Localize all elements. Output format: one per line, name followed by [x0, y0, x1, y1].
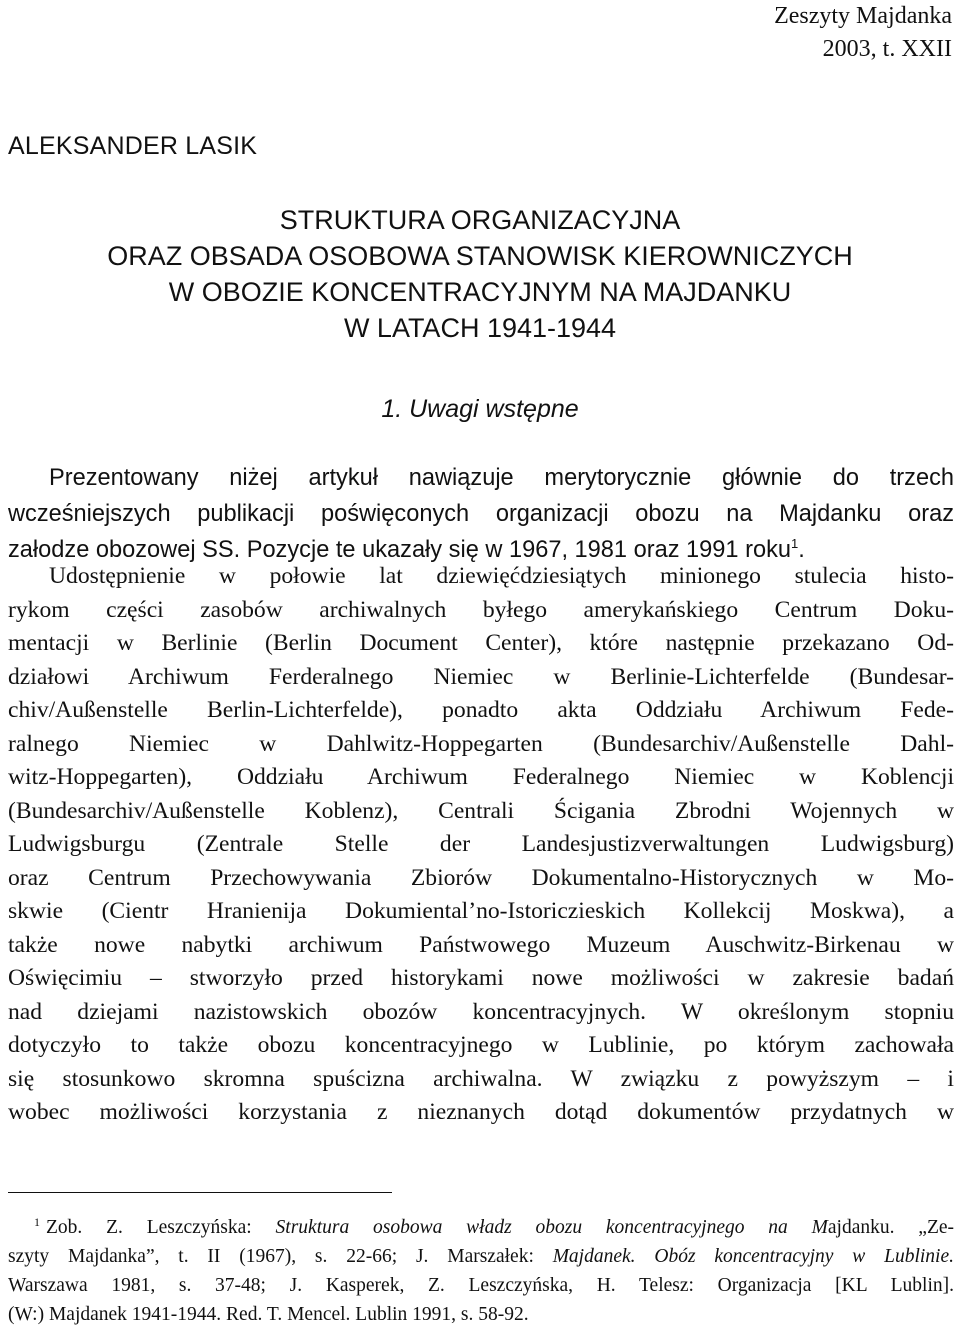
journal-volume: 2003, t. XXII — [822, 36, 952, 62]
paragraph-line: wcześniejszych publikacji poświęconych organizacji obozu na Majdanku oraz — [8, 501, 954, 527]
footnote-line — [8, 1213, 954, 1242]
footnote-text: Zob. Z. Leszczyńska: — [46, 1217, 276, 1238]
paragraph-line: oraz Centrum Przechowywania Zbiorów Dokumentalno-Historycznych w Mo- — [8, 864, 954, 891]
title-line: STRUKTURA ORGANIZACYJNA — [279, 205, 681, 235]
paragraph-line: dotyczyło to także obozu koncentracyjnego w Lublinie, po którym zachowała — [8, 1032, 954, 1058]
paragraph-2 — [8, 560, 954, 1130]
paragraph-line: skwie (Cientr Hranienija Dokumiental’no-Istoriczieskich Kollekcij Moskwa), a — [8, 898, 954, 924]
sentence-end: . — [798, 537, 805, 563]
title-line: ORAZ OBSADA OSOBOWA STANOWISK KIEROWNICZYCH — [107, 241, 853, 271]
paragraph-line: Prezentowany niżej artykuł nawiązuje merytorycznie głównie do trzech — [49, 465, 954, 491]
footnote-divider — [8, 1192, 392, 1193]
footnote-italic-title: Struktura osobowa władz obozu koncentracyjnego na M — [275, 1217, 828, 1238]
author-name: ALEKSANDER LASIK — [8, 132, 258, 160]
paragraph-line: Ludwigsburgu (Zentrale Stelle der Landesjustizverwaltungen Ludwigsburg) — [8, 831, 954, 857]
footnote-text: szyty Majdanka”, t. II (1967), s. 22-66; J. Marszałek: — [8, 1246, 553, 1267]
footnote-line: (W:) Majdanek 1941-1944. Red. T. Mencel. Lublin 1991, s. 58-92. — [8, 1304, 529, 1325]
paragraph-line-text: załodze obozowej SS. Pozycje te ukazały się w 1967, 1981 oraz 1991 roku — [8, 537, 791, 563]
footnote-1 — [8, 1213, 954, 1329]
journal-title: Zeszyty Majdanka — [774, 3, 952, 29]
paragraph-line: się stosunkowo skromna spuścizna archiwalna. W związku z powyższym – i — [8, 1065, 954, 1092]
footnote-text: ajdanku. „Ze- — [827, 1217, 955, 1238]
paragraph-line: wobec możliwości korzystania z nieznanych dotąd dokumentów przydatnych w — [8, 1099, 954, 1125]
paragraph-line: mentacji w Berlinie (Berlin Document Center), które następnie przekazano Od- — [8, 630, 954, 656]
paragraph-line: chiv/Außenstelle Berlin-Lichterfelde), ponadto akta Oddziału Archiwum Fede- — [8, 697, 954, 723]
journal-header — [774, 0, 952, 66]
title-line: W LATACH 1941-1944 — [343, 313, 617, 343]
paragraph-line: działowi Archiwum Ferderalnego Niemiec w Berlinie-Lichterfelde (Bundesar- — [8, 663, 954, 690]
paragraph-1 — [8, 460, 954, 568]
section-heading: 1. Uwagi wstępne — [381, 395, 579, 423]
footnote-line: Warszawa 1981, s. 37-48; J. Kasperek, Z. Leszczyńska, H. Telesz: Organizacja [KL Lublin]. — [8, 1275, 954, 1296]
footnote-line — [8, 1242, 954, 1271]
paragraph-line: (Bundesarchiv/Außenstelle Koblenz), Centrali Ścigania Zbrodni Wojennych w — [8, 797, 954, 824]
paragraph-line: witz-Hoppegarten), Oddziału Archiwum Federalnego Niemiec w Koblencji — [8, 764, 954, 790]
paragraph-line: rykom części zasobów archiwalnych byłego amerykańskiego Centrum Doku- — [8, 596, 954, 623]
paragraph-line: Udostępnienie w połowie lat dziewięćdziesiątych minionego stulecia histo- — [49, 563, 954, 589]
title-line: W OBOZIE KONCENTRACYJNYM NA MAJDANKU — [168, 277, 792, 307]
footnote-reference[interactable]: 1 — [791, 536, 799, 552]
paragraph-line: Oświęcimiu – stworzyło przed historykami nowe możliwości w zakresie badań — [8, 965, 954, 991]
paragraph-line: także nowe nabytki archiwum Państwowego Muzeum Auschwitz-Birkenau w — [8, 931, 954, 958]
article-title — [0, 202, 960, 346]
footnote-number: 1 — [34, 1214, 40, 1229]
paragraph-line: ralnego Niemiec w Dahlwitz-Hoppegarten (Bundesarchiv/Außenstelle Dahl- — [8, 730, 954, 757]
paragraph-line: nad dziejami nazistowskich obozów koncentracyjnych. W określonym stopniu — [8, 998, 954, 1025]
footnote-italic-title: Majdanek. Obóz koncentracyjny w Lublinie. — [552, 1246, 954, 1267]
